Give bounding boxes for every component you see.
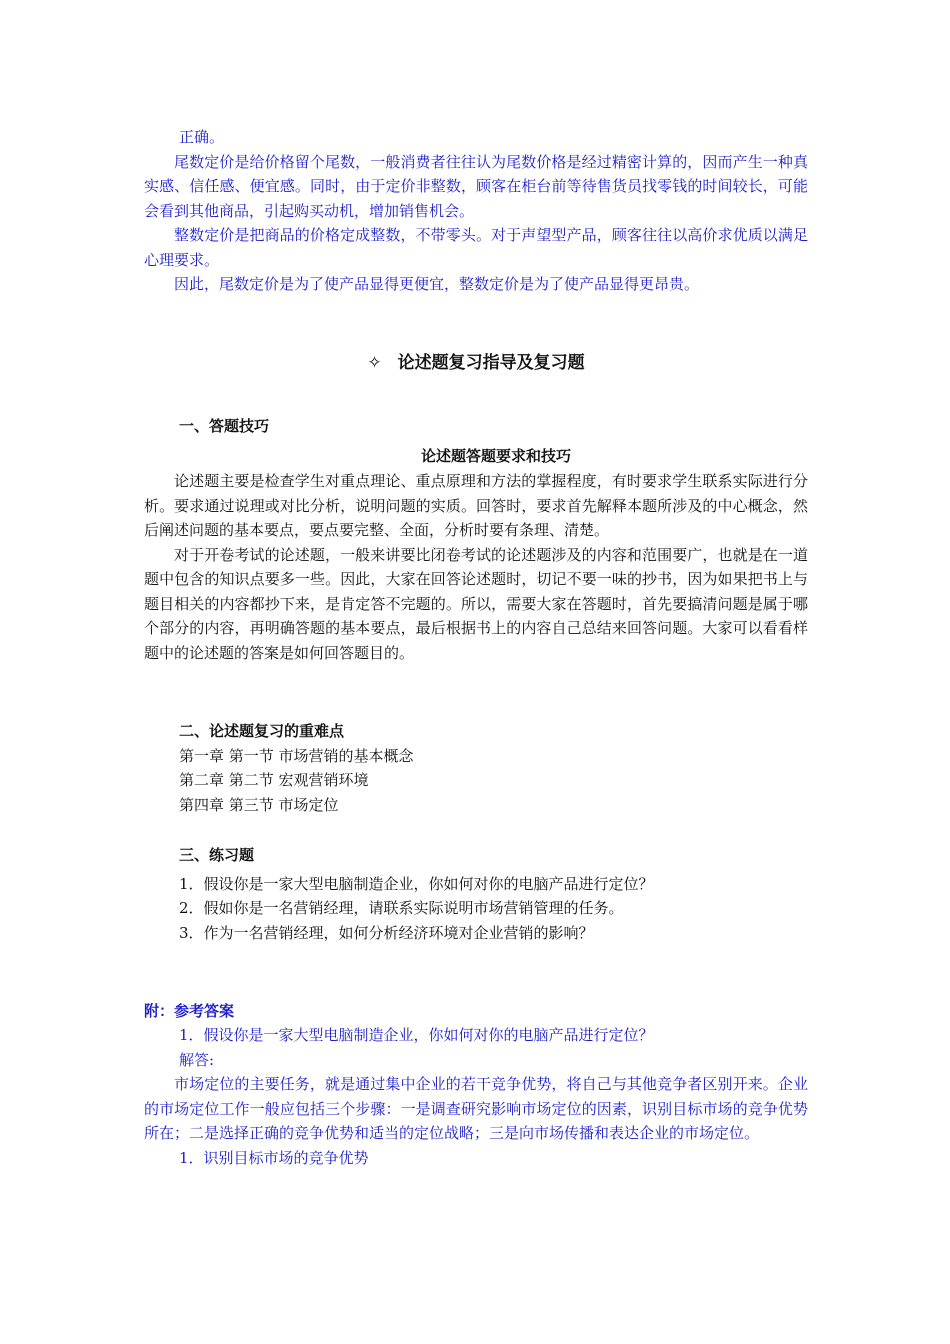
section-1-paragraph-1: 论述题主要是检查学生对重点理论、重点原理和方法的掌握程度，有时要求学生联系实际进行分析。要求通过说理或对比分析，说明问题的实质。回答时，要求首先解释本题所涉及的中心概念，然后阐述问题的基本要点，要点要完整、全面，分析时要有条理、清楚。 <box>144 472 808 539</box>
section-2-item: 第一章 第一节 市场营销的基本概念 <box>179 746 414 765</box>
section-2-heading: 二、论述题复习的重难点 <box>179 722 345 740</box>
main-title <box>144 350 808 376</box>
exercise-item: 2．假如你是一名营销经理，请联系实际说明市场营销管理的任务。 <box>179 899 624 917</box>
intro-paragraph-integer-pricing: 整数定价是把商品的价格定成整数，不带零头。对于声望型产品，顾客往往以高价求优质以满足心理要求。 <box>144 226 808 269</box>
exercise-item: 1．假设你是一家大型电脑制造企业，你如何对你的电脑产品进行定位？ <box>179 874 654 893</box>
intro-paragraph-conclusion: 因此，尾数定价是为了使产品显得更便宜，整数定价是为了使产品显得更昂贵。 <box>174 275 700 293</box>
intro-paragraph-odd-pricing: 尾数定价是给价格留个尾数，一般消费者往往认为尾数价格是经过精密计算的，因而产生一种真实感、信任感、便宜感。同时，由于定价非整数，顾客在柜台前等待售货员找零钱的时间较长，可能会看到其他商品，引起购买动机，增加销售机会。 <box>144 152 808 220</box>
section-1 <box>144 414 808 439</box>
diamond-icon: ✧ <box>367 353 382 373</box>
main-title-text: 论述题复习指导及复习题 <box>397 353 585 373</box>
appendix <box>144 999 808 1170</box>
section-3 <box>144 843 808 945</box>
section-1-body <box>144 469 808 665</box>
appendix-heading: 附：参考答案 <box>144 1002 235 1020</box>
section-2-item: 第四章 第三节 市场定位 <box>179 795 339 814</box>
intro-line-correct: 正确。 <box>179 128 225 146</box>
section-1-paragraph-2: 对于开卷考试的论述题，一般来讲要比闭卷考试的论述题涉及的内容和范围要广，也就是在一道题中包含的知识点要多一些。因此，大家在回答论述题时，切记不要一味的抄书，因为如果把书上与题目相关的内容都抄下来，是肯定答不完题的。所以，需要大家在答题时，首先要搞清问题是属于哪个部分的内容，再明确答题的基本要点，最后根据书上的内容自己总结来回答问题。大家可以看看样题中的论述题的答案是如何回答题目的。 <box>144 545 808 662</box>
exercise-item: 3．作为一名营销经理，如何分析经济环境对企业营销的影响？ <box>179 923 594 942</box>
section-3-heading: 三、练习题 <box>179 846 255 864</box>
appendix-point-1: 1．识别目标市场的竞争优势 <box>179 1148 369 1167</box>
appendix-question: 1．假设你是一家大型电脑制造企业，你如何对你的电脑产品进行定位？ <box>179 1026 654 1044</box>
section-2-item: 第二章 第二节 宏观营销环境 <box>179 771 369 789</box>
intro-block <box>144 125 808 297</box>
section-1-heading: 一、答题技巧 <box>179 417 270 435</box>
appendix-answer-paragraph: 市场定位的主要任务，就是通过集中企业的若干竞争优势，将自己与其他竞争者区别开来。企业的市场定位工作一般应包括三个步骤：一是调查研究影响市场定位的因素，识别目标市场的竞争优势所在；二是选择正确的竞争优势和适当的定位战略；三是向市场传播和表达企业的市场定位。 <box>144 1075 808 1142</box>
section-2 <box>144 719 808 817</box>
section-1-subtitle: 论述题答题要求和技巧 <box>420 447 571 465</box>
appendix-answer-label: 解答: <box>179 1050 215 1069</box>
